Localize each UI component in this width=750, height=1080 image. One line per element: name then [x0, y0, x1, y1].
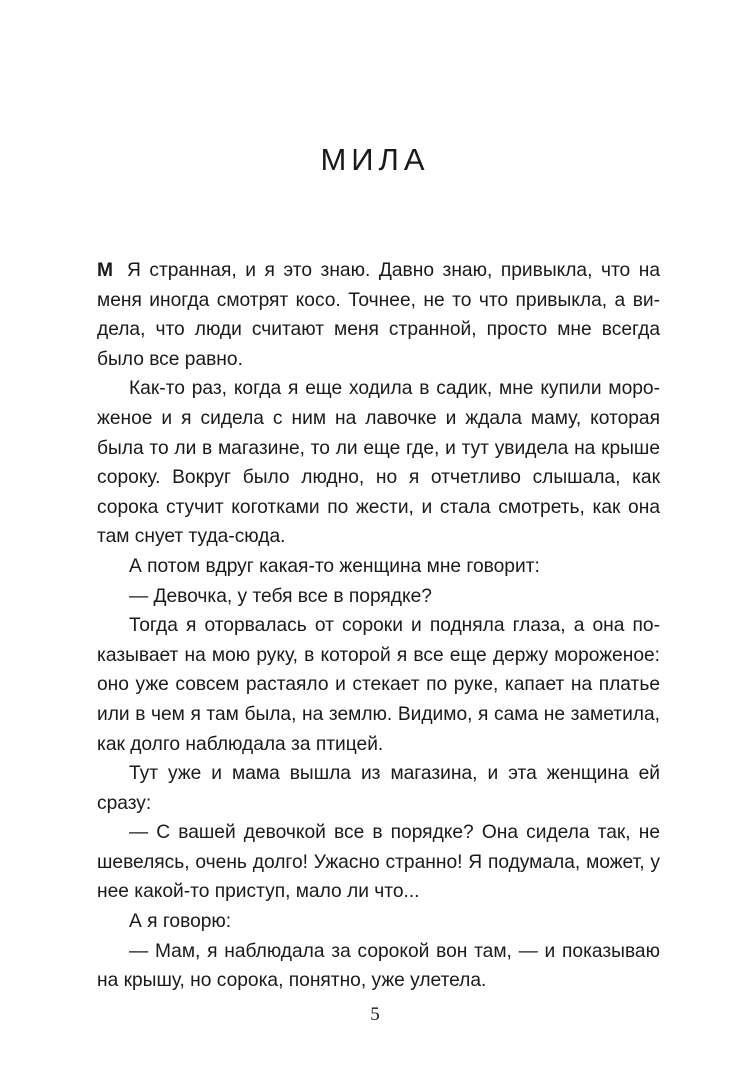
paragraph: Тут уже и мама вышла из магазина, и эта женщина ей сразу: [97, 763, 660, 814]
paragraph: — Девочка, у тебя все в порядке? [129, 585, 432, 607]
paragraph-text: Я странная, и я это знаю. Давно знаю, привыкла, что на меня иногда смотрят косо. Точнее, не то что привыкла, а видела, что люди считают меня странной, просто мне всегда было все равно. [97, 260, 660, 370]
body-text [97, 256, 660, 996]
paragraph: — Мам, я наблюдала за сорокой вон там, — и показываю на крышу, но сорока, понятно, уже улетела. [97, 940, 660, 992]
paragraph: Как-то раз, когда я еще ходила в садик, мне купили мороженое и я сидела с ним на лавочке и ждала маму, которая была то ли в магазине, то ли еще где, и тут увидела на крыше сороку. Вокруг было людно, но я отчетливо слышала, как сорока стучит коготками по жести, и стала смотреть, как она там снует туда-сюда. [97, 378, 660, 548]
paragraph [97, 256, 660, 374]
paragraph: А потом вдруг какая-то женщина мне говорит: [129, 555, 540, 577]
page-number: 5 [370, 1004, 380, 1025]
chapter-title: МИЛА [320, 142, 430, 177]
paragraph: Тогда я оторвалась от сороки и подняла глаза, а она показывает на мою руку, в которой я все еще держу мороженое: оно уже совсем растаяло и стекает по руке, капает на платье или в чем я там была, на землю. Видимо, я сама не заметила, как долго наблюдала за птицей. [97, 615, 660, 755]
paragraph: — С вашей девочкой все в порядке? Она сидела так, не шевелясь, очень долго! Ужасно странно! Я подумала, может, у нее какой-то приступ, мало ли что... [97, 822, 660, 903]
speaker-initial: М [97, 260, 113, 281]
paragraph: А я говорю: [129, 911, 232, 933]
